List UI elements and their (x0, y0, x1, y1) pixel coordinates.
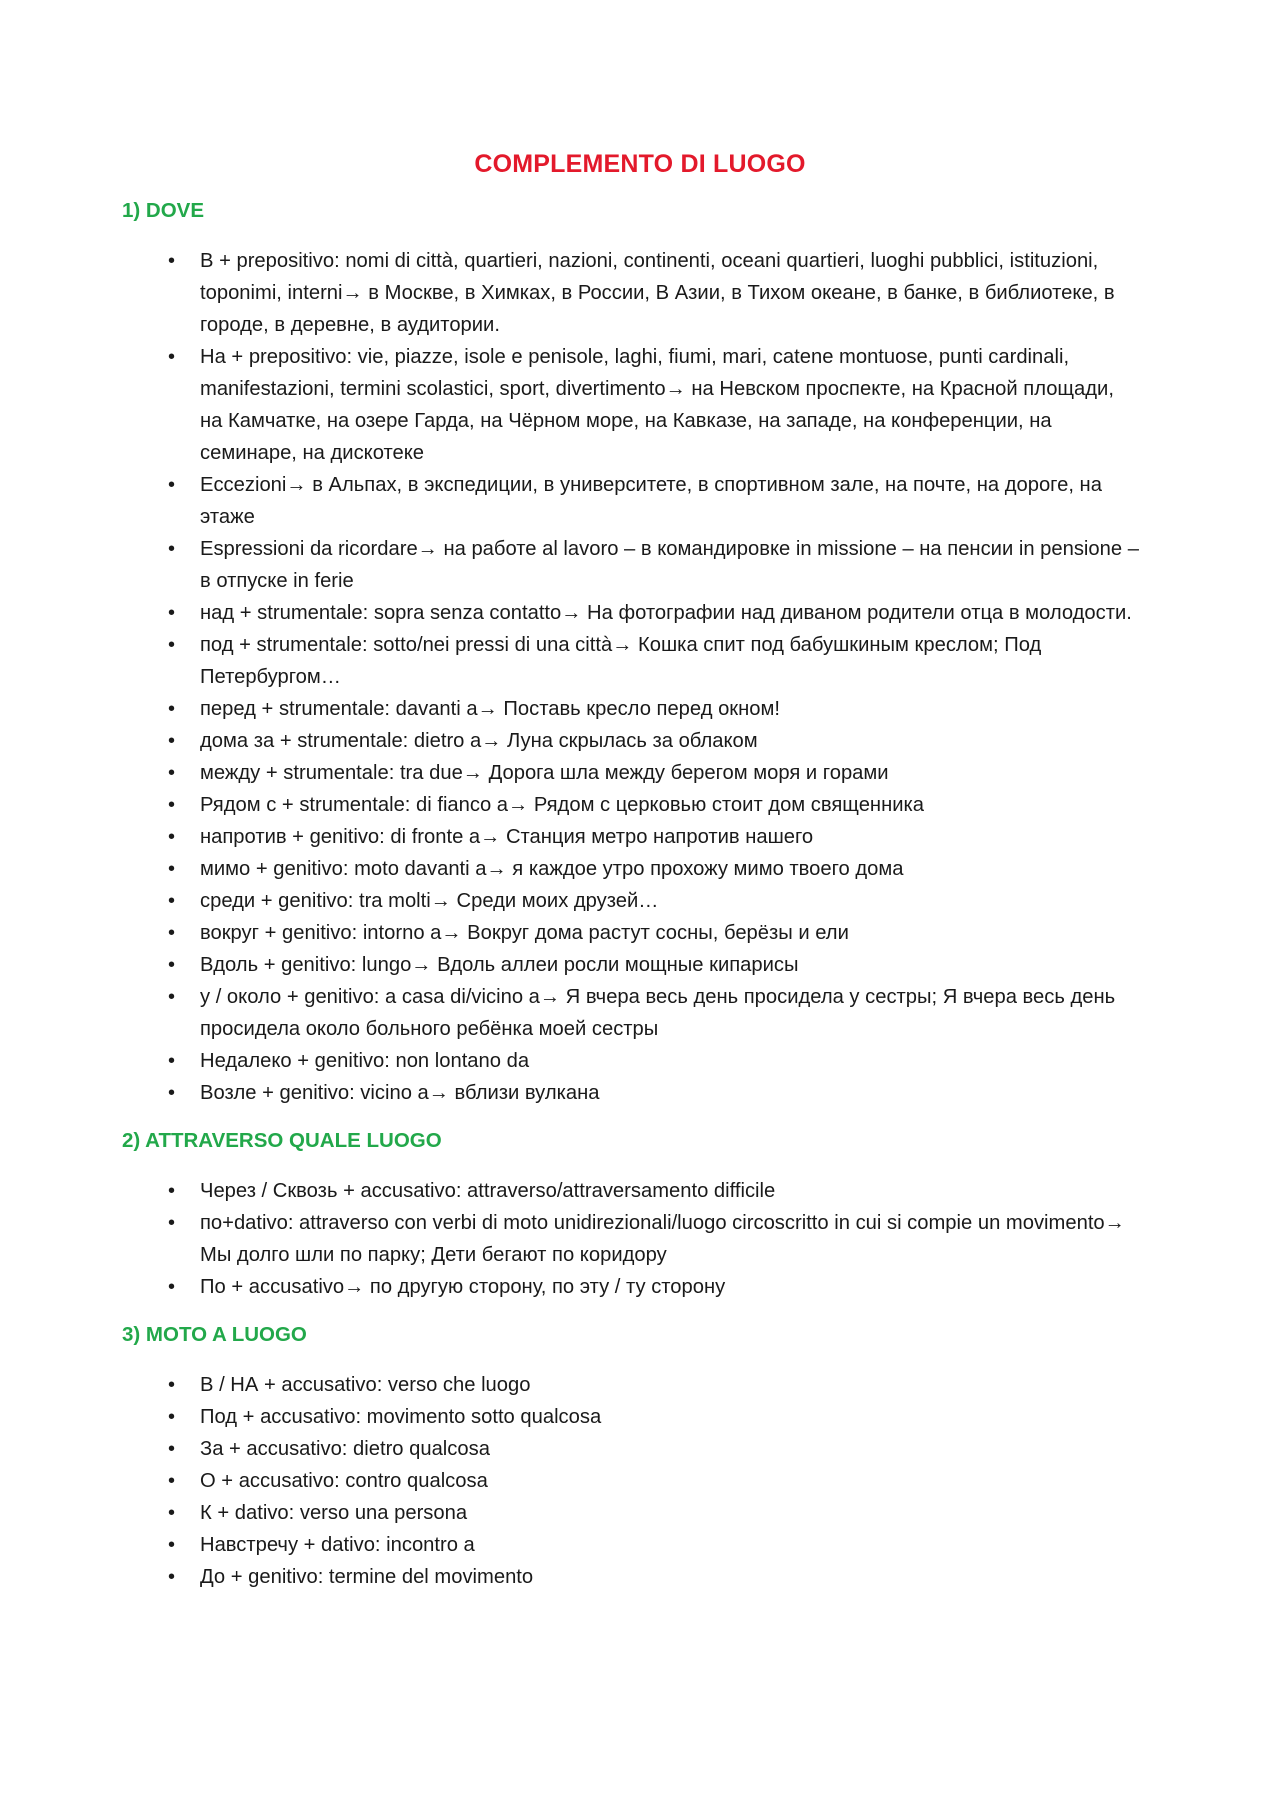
list-item-text: по+dativo: attraverso con verbi di moto unidirezionali/luogo circoscritto in cui si compie un movimento→ Мы долго шли по парку; Дети бегают по коридору (200, 1212, 1125, 1266)
list-item-text: Под + accusativo: movimento sotto qualcosa (200, 1406, 602, 1428)
list-item (168, 245, 1140, 341)
section-attraverso (122, 1129, 1140, 1303)
list-item (168, 1497, 1140, 1529)
list-item-text: Через / Сквозь + accusativo: attraverso/attraversamento difficile (200, 1180, 776, 1202)
bullet-icon: • (168, 794, 176, 816)
list-item-text: между + strumentale: tra due→ Дорога шла между берегом моря и горами (200, 762, 889, 784)
bullet-icon: • (168, 698, 176, 720)
bullet-icon: • (168, 346, 176, 368)
list-item-text: За + accusativo: dietro qualcosa (200, 1438, 490, 1460)
list-item (168, 1175, 1140, 1207)
bullet-icon: • (168, 954, 176, 976)
list-item-text: В / НА + accusativo: verso che luogo (200, 1374, 531, 1396)
list-item-text: Возле + genitivo: vicino a→ вблизи вулкана (200, 1082, 600, 1104)
list-item (168, 725, 1140, 757)
bullet-icon: • (168, 986, 176, 1008)
bullet-icon: • (168, 1082, 176, 1104)
list-item (168, 1529, 1140, 1561)
list-item (168, 757, 1140, 789)
bullet-icon: • (168, 730, 176, 752)
bullet-icon: • (168, 1438, 176, 1460)
bullet-icon: • (168, 250, 176, 272)
list-item-text: Недалеко + genitivo: non lontano da (200, 1050, 530, 1072)
bullet-icon: • (168, 922, 176, 944)
list-item-text: О + accusativo: contro qualcosa (200, 1470, 488, 1492)
section-heading: 1) DOVE (122, 199, 205, 222)
list-item (168, 949, 1140, 981)
list-item-text: К + dativo: verso una persona (200, 1502, 468, 1524)
list-item-text: Eccezioni→ в Альпах, в экспедиции, в университете, в спортивном зале, на почте, на дороге, на этаже (200, 474, 1102, 528)
list-item (168, 1045, 1140, 1077)
section-heading: 2) ATTRAVERSO QUALE LUOGO (122, 1129, 442, 1152)
list-item (168, 597, 1140, 629)
bullet-icon: • (168, 762, 176, 784)
list-item (168, 693, 1140, 725)
list-item-text: Вдоль + genitivo: lungo→ Вдоль аллеи росли мощные кипарисы (200, 954, 799, 976)
list-item-text: среди + genitivo: tra molti→ Среди моих друзей… (200, 890, 659, 912)
bullet-icon: • (168, 602, 176, 624)
list-item (168, 789, 1140, 821)
list-item (168, 629, 1140, 693)
list-item-text: напротив + genitivo: di fronte a→ Станция метро напротив нашего (200, 826, 814, 848)
list-item-text: у / около + genitivo: a casa di/vicino a→ Я вчера весь день просидела у сестры; Я вчера весь день просидела около больного ребёнка моей сестры (200, 986, 1116, 1040)
bullet-icon: • (168, 1534, 176, 1556)
bullet-icon: • (168, 1276, 176, 1298)
bullet-icon: • (168, 1212, 176, 1234)
list-item (168, 1433, 1140, 1465)
list-item-text: В + prepositivo: nomi di città, quartieri, nazioni, continenti, oceani quartieri, luoghi pubblici, istituzioni, toponimi, interni→ в Москве, в Химках, в России, В Азии, в Тихом океане, в банке, в библиотеке, в городе, в деревне, в аудитории. (200, 250, 1115, 336)
bullet-icon: • (168, 1502, 176, 1524)
list-item (168, 1207, 1140, 1271)
bullet-icon: • (168, 1566, 176, 1588)
document-title: COMPLEMENTO DI LUOGO (474, 150, 806, 178)
bullet-icon: • (168, 1470, 176, 1492)
bullet-icon: • (168, 474, 176, 496)
list-item (168, 981, 1140, 1045)
bullet-icon: • (168, 1374, 176, 1396)
list-item (168, 853, 1140, 885)
list-item (168, 1077, 1140, 1109)
bullet-icon: • (168, 538, 176, 560)
bullet-list (122, 1175, 1140, 1303)
list-item (168, 533, 1140, 597)
bullet-icon: • (168, 890, 176, 912)
list-item-text: Espressioni da ricordare→ на работе al lavoro – в командировке in missione – на пенсии in pensione – в отпуске in ferie (200, 538, 1139, 592)
list-item-text: вокруг + genitivo: intorno a→ Вокруг дома растут сосны, берёзы и ели (200, 922, 849, 944)
list-item (168, 469, 1140, 533)
list-item-text: дома за + strumentale: dietro a→ Луна скрылась за облаком (200, 730, 758, 752)
section-heading: 3) MOTO A LUOGO (122, 1323, 307, 1346)
list-item-text: над + strumentale: sopra senza contatto→ На фотографии над диваном родители отца в молодости. (200, 602, 1132, 624)
list-item-text: До + genitivo: termine del movimento (200, 1566, 534, 1588)
list-item-text: под + strumentale: sotto/nei pressi di una città→ Кошка спит под бабушкиным креслом; Под Петербургом… (200, 634, 1042, 688)
bullet-icon: • (168, 826, 176, 848)
list-item (168, 341, 1140, 469)
list-item (168, 917, 1140, 949)
bullet-list (122, 245, 1140, 1109)
list-item (168, 1369, 1140, 1401)
bullet-icon: • (168, 1406, 176, 1428)
section-moto-a-luogo (122, 1323, 1140, 1593)
bullet-icon: • (168, 634, 176, 656)
bullet-icon: • (168, 1050, 176, 1072)
list-item (168, 1401, 1140, 1433)
list-item (168, 1271, 1140, 1303)
list-item-text: Навстречу + dativo: incontro a (200, 1534, 475, 1556)
bullet-list (122, 1369, 1140, 1593)
section-dove (122, 199, 1140, 1109)
list-item (168, 821, 1140, 853)
bullet-icon: • (168, 858, 176, 880)
list-item-text: перед + strumentale: davanti a→ Поставь кресло перед окном! (200, 698, 781, 720)
list-item-text: По + accusativo→ по другую сторону, по эту / ту сторону (200, 1276, 726, 1298)
list-item (168, 885, 1140, 917)
bullet-icon: • (168, 1180, 176, 1202)
list-item (168, 1561, 1140, 1593)
list-item-text: мимо + genitivo: moto davanti a→ я каждое утро прохожу мимо твоего дома (200, 858, 904, 880)
list-item-text: На + prepositivo: vie, piazze, isole e penisole, laghi, fiumi, mari, catene montuose, punti cardinali, manifestazioni, termini scolastici, sport, divertimento→ на Невском проспекте, на Красной площади, на Камчатке, на озере Гарда, на Чёрном море, на Кавказе, на западе, на конференции, на семинаре, на дискотеке (200, 346, 1114, 464)
list-item-text: Рядом с + strumentale: di fianco a→ Рядом с церковью стоит дом священника (200, 794, 924, 816)
list-item (168, 1465, 1140, 1497)
